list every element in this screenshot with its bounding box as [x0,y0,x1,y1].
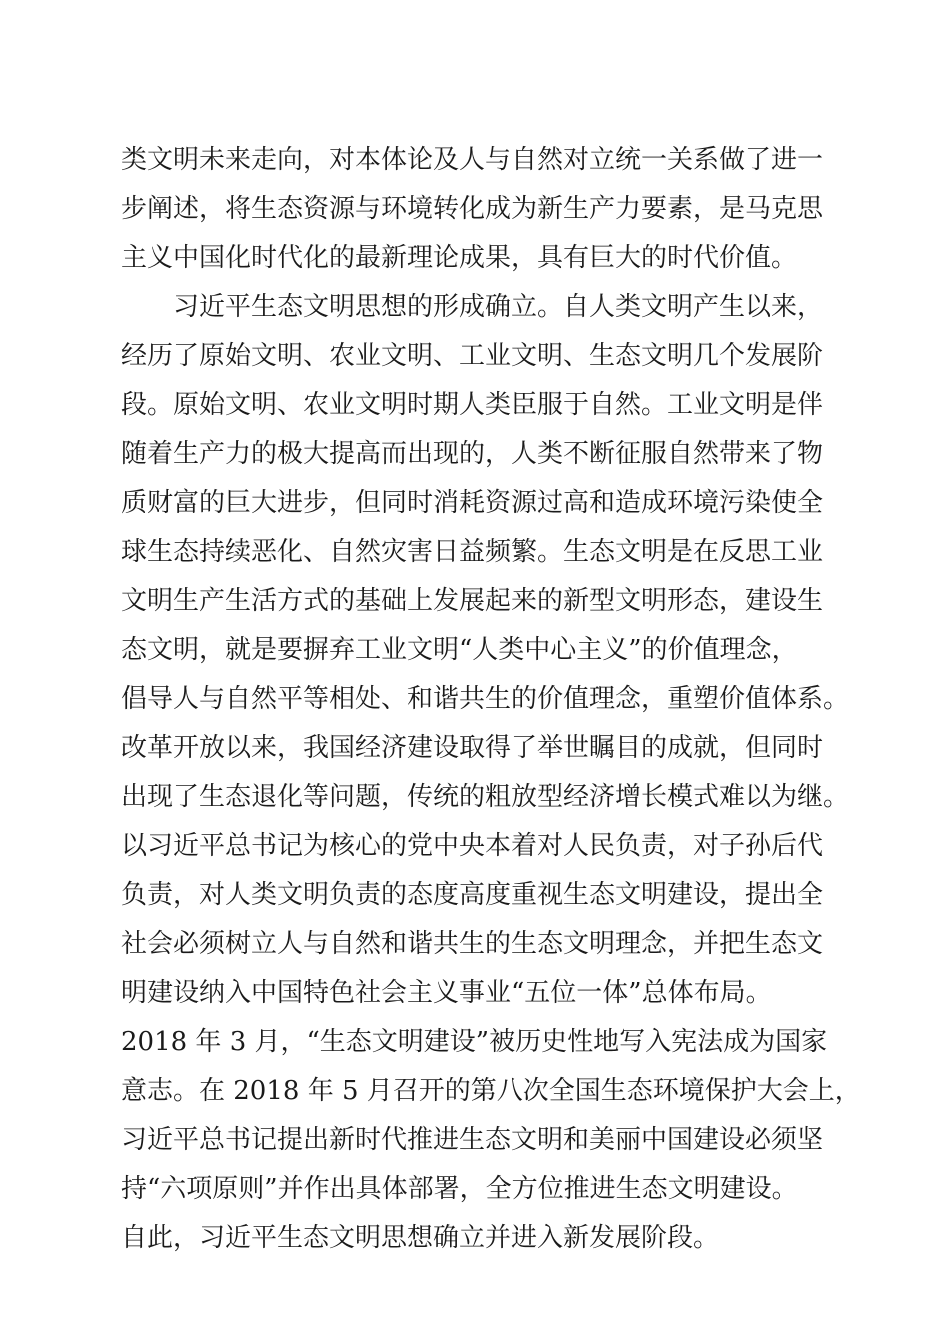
text-line: 球生态持续恶化、自然灾害日益频繁。生态文明是在反思工业 [121,537,824,567]
text-line: 步阐述，将生态资源与环境转化成为新生产力要素，是马克思 [121,194,824,224]
text-line: 文明生产生活方式的基础上发展起来的新型文明形态，建设生 [121,586,824,616]
text-line: 态文明，就是要摒弃工业文明“人类中心主义”的价值理念， [121,635,798,665]
text-line: 持“六项原则”并作出具体部署，全方位推进生态文明建设。 [121,1174,798,1204]
text-line: 2018 年 3 月，“生态文明建设”被历史性地写入宪法成为国家 [121,1027,828,1057]
text-line: 社会必须树立人与自然和谐共生的生态文明理念，并把生态文 [121,929,824,959]
text-line: 改革开放以来，我国经济建设取得了举世瞩目的成就，但同时 [121,733,824,763]
text-line: 习近平总书记提出新时代推进生态文明和美丽中国建设必须坚 [121,1125,824,1155]
text-line: 主义中国化时代化的最新理论成果，具有巨大的时代价值。 [121,243,798,273]
text-line: 倡导人与自然平等相处、和谐共生的价值理念，重塑价值体系。 [121,684,850,714]
text-line: 随着生产力的极大提高而出现的，人类不断征服自然带来了物 [121,439,824,469]
text-line: 类文明未来走向，对本体论及人与自然对立统一关系做了进一 [121,145,824,175]
text-line: 出现了生态退化等问题，传统的粗放型经济增长模式难以为继。 [121,782,850,812]
text-line: 自此，习近平生态文明思想确立并进入新发展阶段。 [121,1223,720,1253]
text-line: 意志。在 2018 年 5 月召开的第八次全国生态环境保护大会上， [121,1076,861,1106]
text-line: 经历了原始文明、农业文明、工业文明、生态文明几个发展阶 [121,341,824,371]
text-line: 明建设纳入中国特色社会主义事业“五位一体”总体布局。 [121,978,772,1008]
body-text [121,136,861,1263]
paragraph-first-line: 习近平生态文明思想的形成确立。自人类文明产生以来， [121,292,824,322]
text-line: 段。原始文明、农业文明时期人类臣服于自然。工业文明是伴 [121,390,824,420]
text-line: 以习近平总书记为核心的党中央本着对人民负责，对子孙后代 [121,831,824,861]
text-line: 质财富的巨大进步，但同时消耗资源过高和造成环境污染使全 [121,488,824,518]
text-line: 负责，对人类文明负责的态度高度重视生态文明建设，提出全 [121,880,824,910]
